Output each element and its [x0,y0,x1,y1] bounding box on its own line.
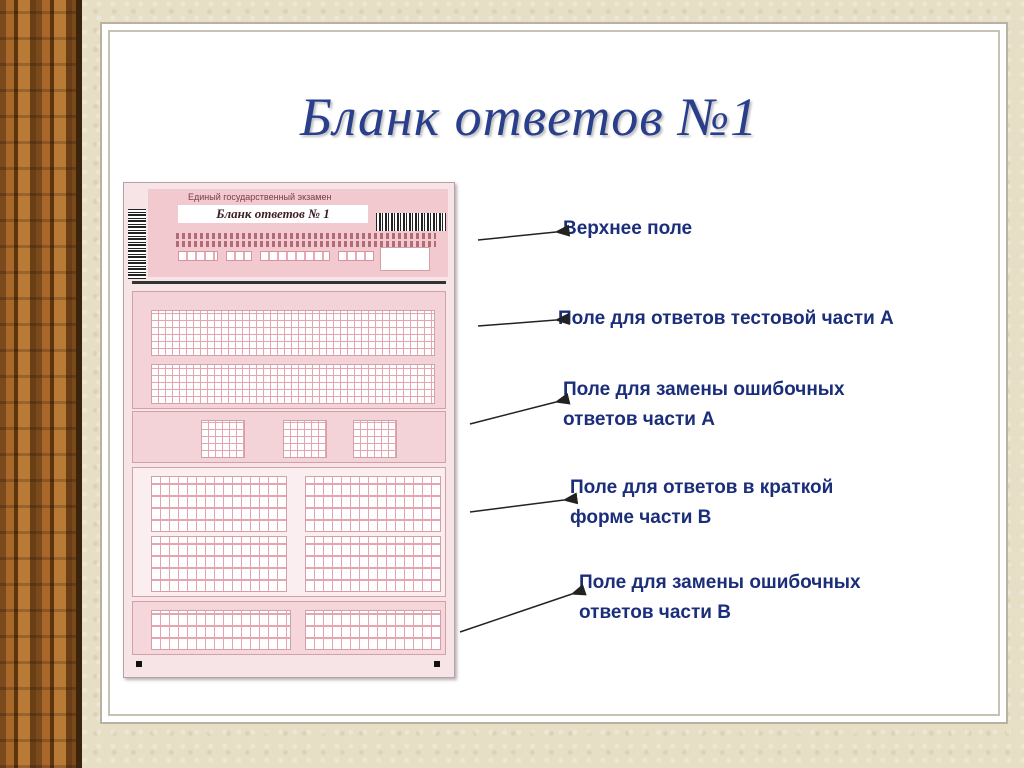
annotation-line: ответов части В [579,602,731,623]
form-part-b-field [132,467,446,597]
form-part-a-grid [151,364,435,404]
form-letter-row [176,233,436,239]
annotation-line: форме части В [570,507,712,528]
form-code-cells [260,251,330,261]
slide-title: Бланк ответов №1 [300,87,759,147]
decorative-wood-strip [0,0,78,768]
barcode-icon [376,213,446,231]
form-part-b-grid [151,536,287,592]
annotation-replace-a [563,375,845,435]
form-corner-mark [136,661,142,667]
form-part-b-grid [305,476,441,532]
form-part-a-field [132,291,446,409]
form-code-cells [226,251,252,261]
annotation-top-field [563,214,692,244]
form-corner-mark [434,661,440,667]
form-replace-a-grid [353,420,397,458]
form-exam-header: Единый государственный экзамен [188,192,332,202]
form-replace-a-grid [201,420,245,458]
annotation-line: Поле для замены ошибочных [563,379,845,400]
form-code-cells [338,251,374,261]
form-signature-box [380,247,430,271]
form-replace-b-field [132,601,446,655]
barcode-icon [128,209,146,279]
form-replace-b-grid [151,610,291,650]
form-part-a-grid [151,310,435,356]
form-code-cells [178,251,218,261]
form-separator [132,281,446,284]
annotation-part-b [570,473,833,533]
form-part-b-grid [151,476,287,532]
annotation-line: ответов части А [563,409,715,430]
annotation-line: Поле для замены ошибочных [579,572,861,593]
form-part-b-grid [305,536,441,592]
form-top-field [148,189,448,277]
annotation-line: Поле для ответов тестовой части А [558,308,894,329]
annotation-line: Верхнее поле [563,218,693,239]
form-title: Бланк ответов № 1 [178,205,368,223]
form-replace-a-field [132,411,446,463]
annotation-line: Поле для ответов в краткой [570,477,834,498]
annotation-part-a [558,304,894,334]
form-replace-b-grid [305,610,441,650]
answer-form-image [123,182,455,678]
annotation-replace-b [579,568,861,628]
form-replace-a-grid [283,420,327,458]
